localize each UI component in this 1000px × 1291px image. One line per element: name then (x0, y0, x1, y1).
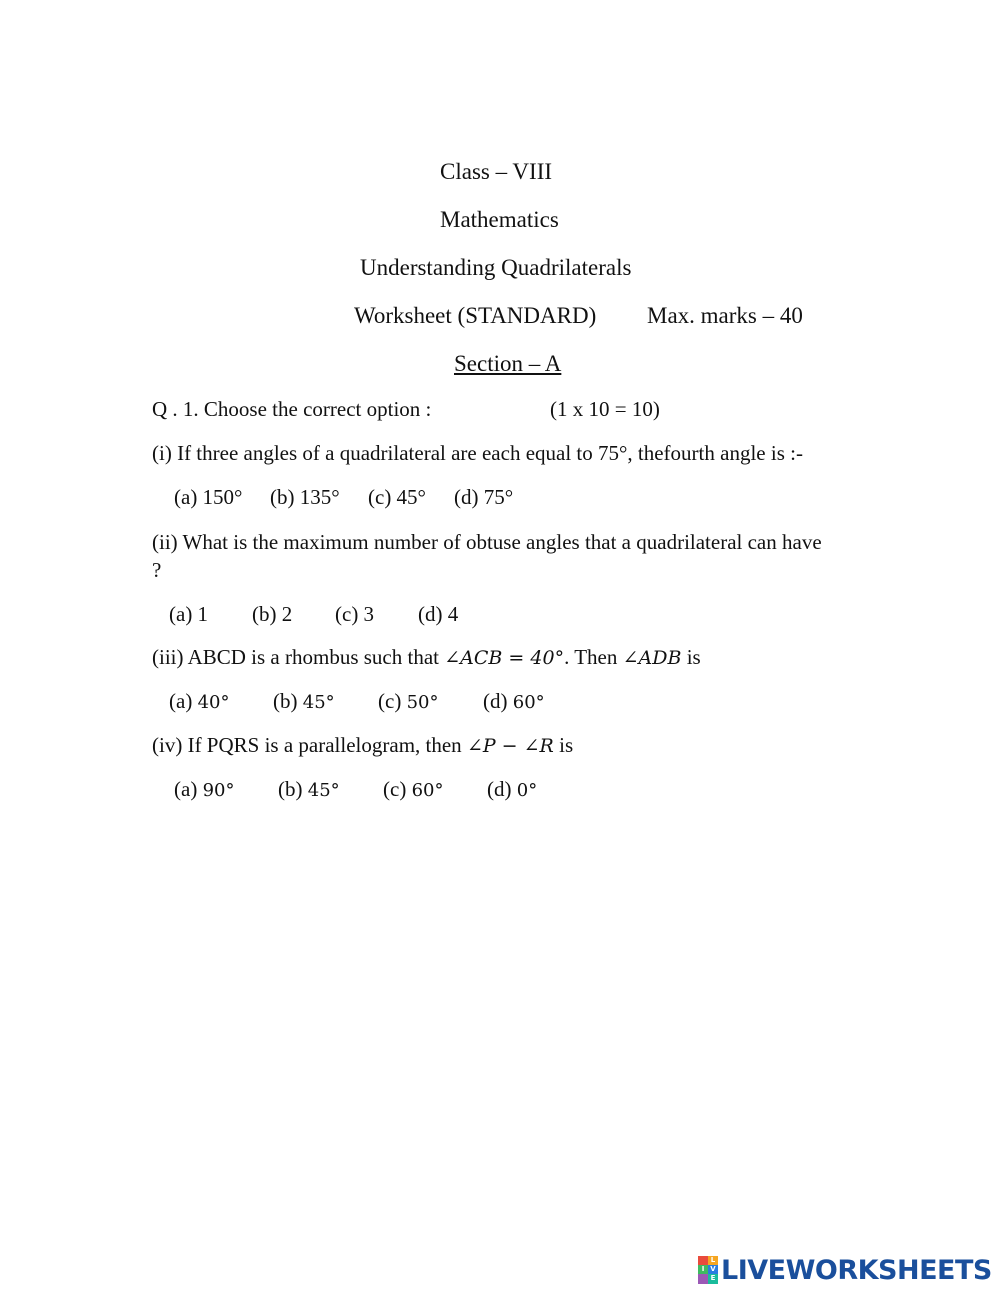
logo-mark-cell: V (708, 1265, 718, 1274)
option-b[interactable]: (b) 135° (270, 485, 340, 509)
subject-title: Mathematics (440, 207, 559, 232)
option-value: 50° (406, 692, 439, 713)
option-label: (b) (273, 689, 303, 713)
question-iii-mid: . Then (564, 645, 623, 669)
worksheet-label: Worksheet (STANDARD) (354, 303, 597, 328)
option-label: (d) (487, 777, 517, 801)
class-title: Class – VIII (440, 159, 553, 184)
question-ii-options (0, 601, 1000, 627)
question-iii-text (152, 644, 701, 671)
question-iv-suffix: is (553, 733, 574, 757)
question-iv-prefix: (iv) If PQRS is a parallelogram, then (152, 733, 467, 757)
option-b[interactable]: (b) 2 (252, 602, 293, 626)
marks-distribution: (1 x 10 = 10) (550, 397, 660, 421)
question-iii-prefix: (iii) ABCD is a rhombus such that (152, 645, 445, 669)
question-iii-options (0, 688, 1000, 714)
question-iv-options (0, 776, 1000, 802)
option-b[interactable] (278, 776, 340, 804)
angle-acb-expression: ∠ACB = 40° (444, 647, 565, 669)
option-label: (d) (483, 689, 513, 713)
option-c[interactable] (378, 688, 438, 716)
liveworksheets-logo[interactable] (698, 1254, 992, 1286)
option-label: (a) (174, 777, 203, 801)
question-ii-text-continued: ? (152, 558, 162, 582)
logo-mark-cell: E (708, 1274, 718, 1284)
logo-mark-cell: L (708, 1256, 718, 1265)
logo-mark-cell: I (698, 1265, 708, 1274)
option-label: (c) (378, 689, 407, 713)
option-d[interactable] (483, 688, 545, 716)
option-a[interactable] (174, 776, 234, 804)
question-i-text: (i) If three angles of a quadrilateral are each equal to 75°, thefourth angle is :- (152, 441, 803, 465)
option-label: (a) (169, 689, 198, 713)
option-value: 45° (302, 692, 335, 713)
question-i-options (0, 484, 1000, 510)
chapter-title: Understanding Quadrilaterals (360, 255, 632, 280)
option-c[interactable] (383, 776, 443, 804)
option-label: (c) (383, 777, 412, 801)
question-prompt: Q . 1. Choose the correct option : (152, 397, 432, 421)
question-ii-text: (ii) What is the maximum number of obtuse angles that a quadrilateral can have (152, 530, 822, 554)
logo-mark-icon (698, 1256, 718, 1284)
max-marks: Max. marks – 40 (647, 303, 803, 328)
option-value: 60° (512, 692, 545, 713)
option-a[interactable] (169, 688, 229, 716)
option-value: 60° (411, 780, 444, 801)
logo-mark-cell (698, 1274, 708, 1284)
option-d[interactable] (487, 776, 537, 804)
logo-text: LIVEWORKSHEETS (721, 1254, 992, 1286)
section-heading: Section – A (454, 351, 562, 376)
option-c[interactable]: (c) 45° (368, 485, 426, 509)
option-value: 90° (202, 780, 235, 801)
logo-mark-cell (698, 1256, 708, 1265)
option-c[interactable]: (c) 3 (335, 602, 375, 626)
option-value: 40° (197, 692, 230, 713)
option-value: 45° (307, 780, 340, 801)
option-b[interactable] (273, 688, 335, 716)
angle-adb-expression: ∠ADB (622, 647, 682, 669)
option-label: (b) (278, 777, 308, 801)
question-iii-suffix: is (681, 645, 701, 669)
option-a[interactable]: (a) 1 (169, 602, 209, 626)
angle-difference-expression: ∠P − ∠R (466, 735, 554, 757)
option-d[interactable]: (d) 4 (418, 602, 459, 626)
option-value: 0° (516, 780, 538, 801)
option-d[interactable]: (d) 75° (454, 485, 514, 509)
option-a[interactable]: (a) 150° (174, 485, 243, 509)
question-iv-text (152, 732, 573, 759)
